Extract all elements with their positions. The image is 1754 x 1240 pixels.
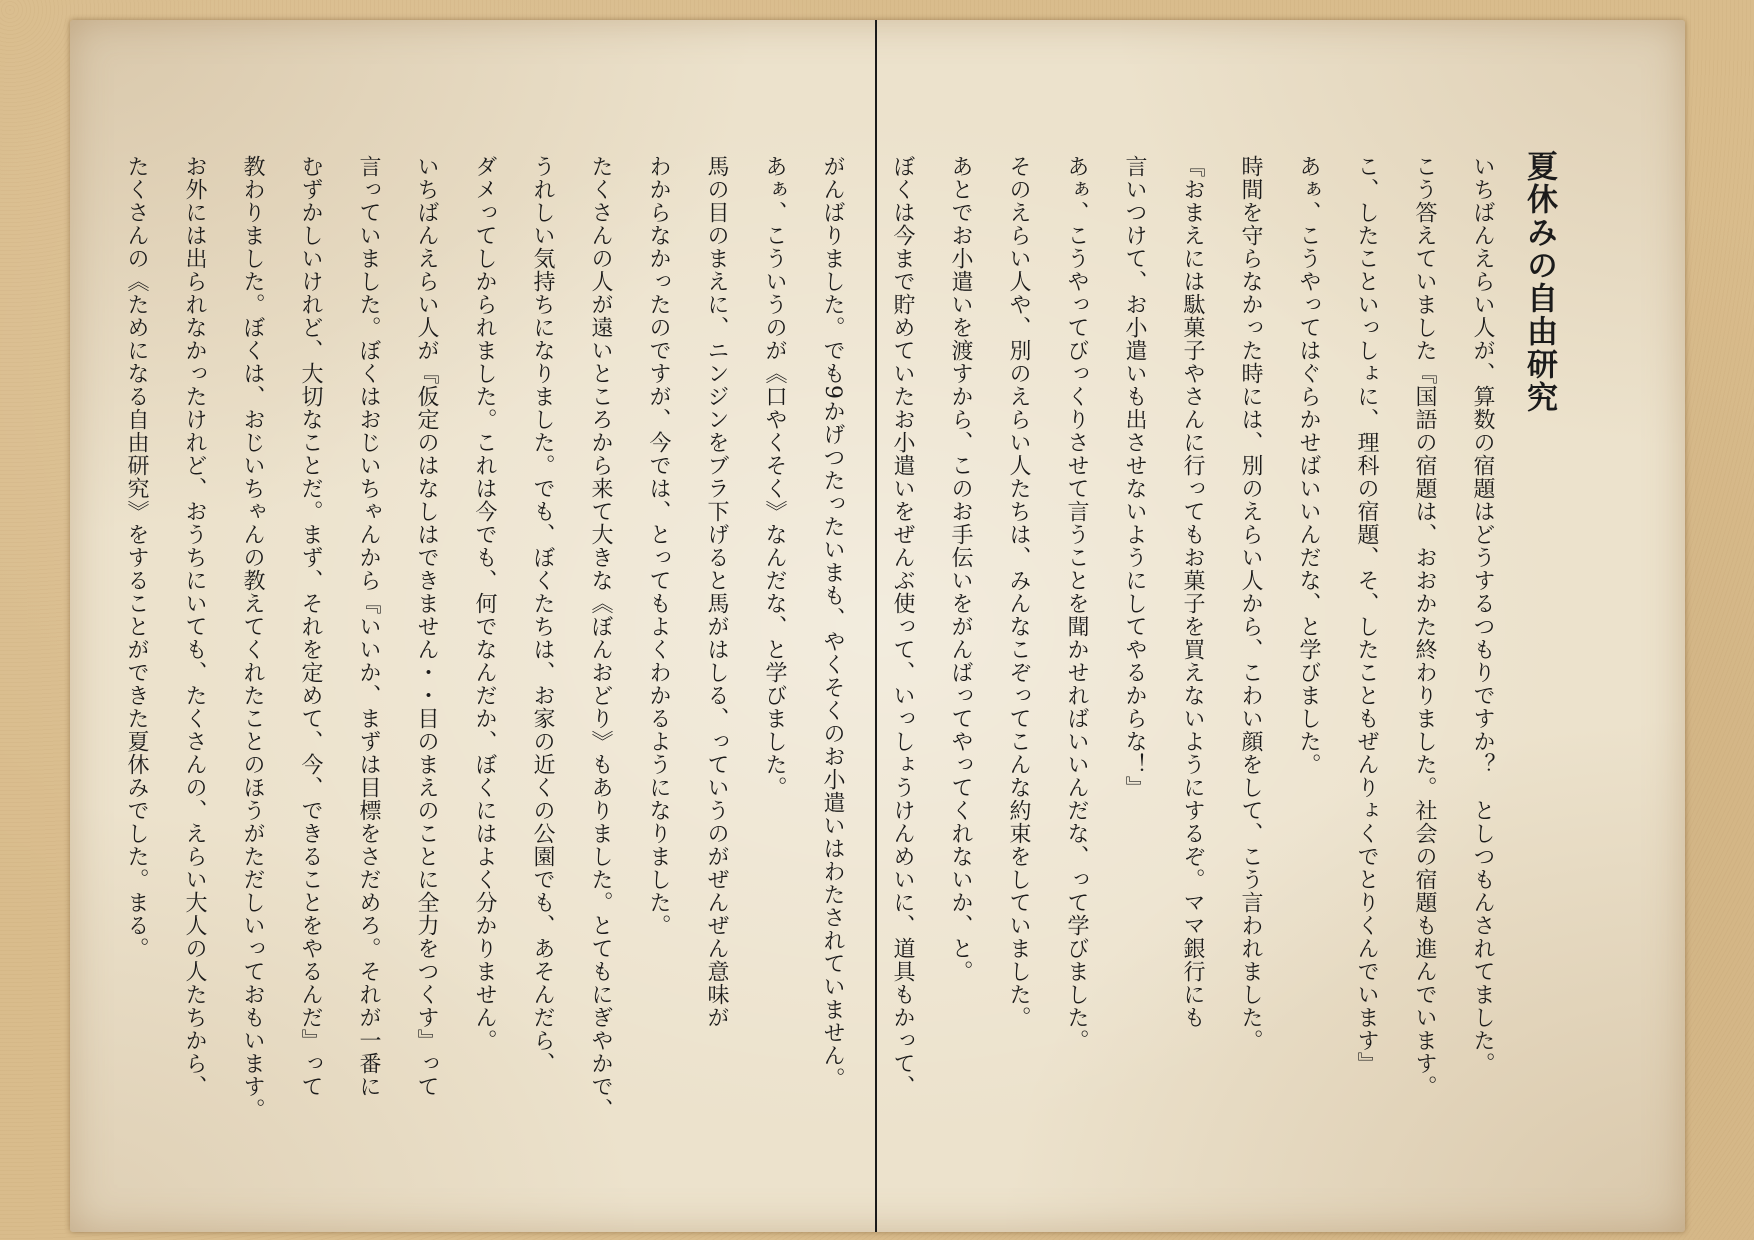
text-line: こう答えていました『国語の宿題は、おおかた終わりました。社会の宿題も進んでいます。 <box>1412 155 1437 1098</box>
text-line: あぁ、こうやってびっくりさせて言うことを聞かせればいいんだな、って学びました。 <box>1064 155 1089 1052</box>
text-line: 教わりました。ぼくは、おじいちゃんの教えてくれたことのほうがただしいっておもいます。 <box>240 155 265 1121</box>
text-line: たくさんの《ためになる自由研究》をすることができた夏休みでした。まる。 <box>124 155 149 960</box>
text-line: あぁ、こういうのが《口やくそく》なんだな、と学びました。 <box>762 155 787 799</box>
text-line: あとでお小遣いを渡すから、このお手伝いをがんばってやってくれないか、と。 <box>948 155 973 983</box>
text-line: いちばんえらい人が『仮定のはなしはできません・・目のまえのことに全力をつくす』って <box>414 155 439 1098</box>
text-line: あぁ、こうやってはぐらかせばいいんだな、と学びました。 <box>1296 155 1321 776</box>
text-line: むずかしいけれど、大切なことだ。まず、それを定めて、今、できることをやるんだ』って <box>298 155 323 1098</box>
text-line: がんばりました。でも9かげつたったいまも、やくそくのお小遣いはわたされていません。 <box>820 155 845 1090</box>
text-line: こ、したこといっしょに、理科の宿題、そ、したこともぜんりょくでとりくんでいます』 <box>1354 155 1379 1075</box>
text-line: ダメってしかられました。これは今でも、何でなんだか、ぼくにはよく分かりません。 <box>472 155 497 1052</box>
text-line: いちばんえらい人が、算数の宿題はどうするつもりですか？ としつもんされてました。 <box>1470 155 1495 1075</box>
text-line: わからなかったのですが、今では、とってもよくわかるようになりました。 <box>646 155 671 937</box>
text-line: うれしい気持ちになりました。でも、ぼくたちは、お家の近くの公園でも、あそんだら、 <box>530 155 555 1075</box>
text-line: 馬の目のまえに、ニンジンをブラ下げると馬がはしる、っていうのがぜんぜん意味が <box>704 155 729 1029</box>
text-line: 言っていました。ぼくはおじいちゃんから『いいか、まずは目標をさだめろ。それが一番に <box>356 155 381 1098</box>
text-line: 時間を守らなかった時には、別のえらい人から、こわい顔をして、こう言われました。 <box>1238 155 1263 1052</box>
text-line: 『おまえには駄菓子やさんに行ってもお菓子を買えないようにするぞ。ママ銀行にも <box>1180 155 1205 1029</box>
text-line: たくさんの人が遠いところから来て大きな《ぼんおどり》もありました。とてもにぎやかで、 <box>588 155 613 1121</box>
left-page <box>90 20 875 1232</box>
document-title: 夏休みの自由研究 <box>1521 150 1557 414</box>
right-page <box>890 20 1685 1232</box>
text-line: そのえらい人や、別のえらい人たちは、みんなこぞってこんな約束をしていました。 <box>1006 155 1031 1029</box>
text-line: お外には出られなかったけれど、おうちにいても、たくさんの、えらい大人の人たちから、 <box>182 155 207 1098</box>
paper-sheet <box>70 20 1685 1232</box>
text-line: ぼくは今まで貯めていたお小遣いをぜんぶ使って、いっしょうけんめいに、道具もかって、 <box>890 155 915 1098</box>
center-divider-line <box>875 20 877 1232</box>
text-line: 言いつけて、お小遣いも出させないようにしてやるからな！』 <box>1122 155 1147 799</box>
